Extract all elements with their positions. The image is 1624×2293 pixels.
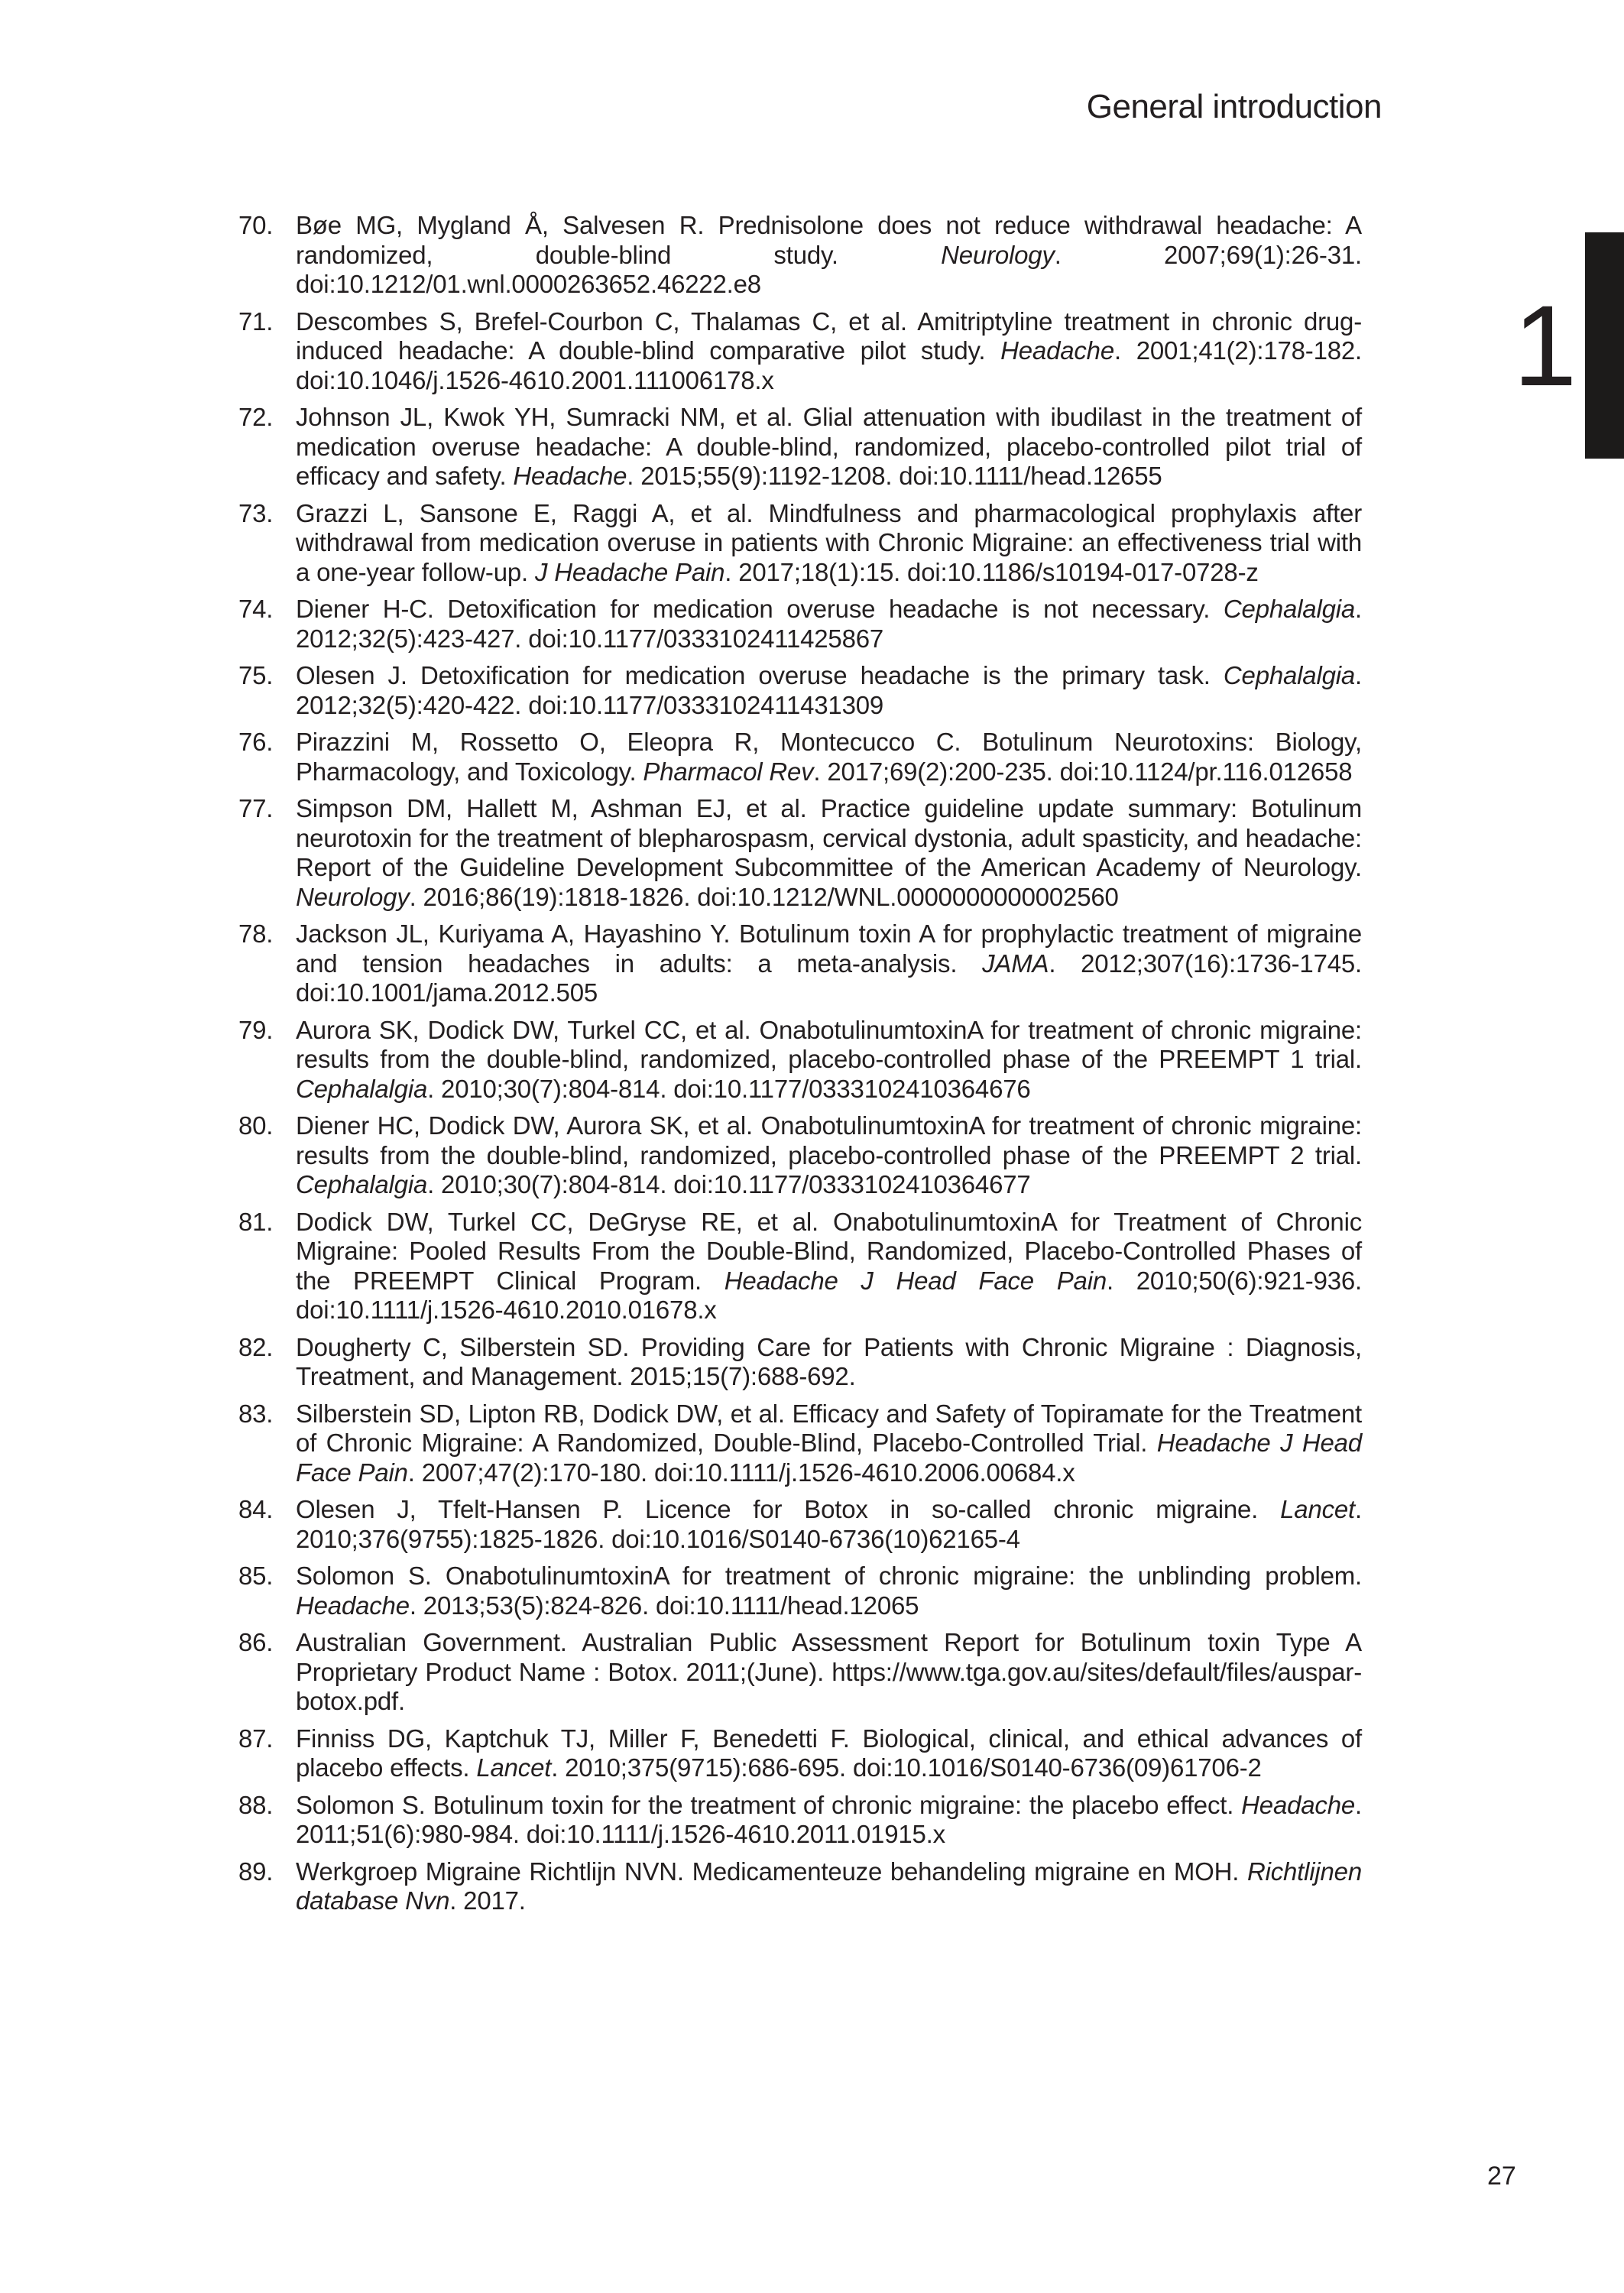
- reference-number: 87.: [238, 1724, 274, 1753]
- reference-number: 83.: [238, 1399, 274, 1428]
- reference-number: 78.: [238, 919, 274, 948]
- reference-number: 85.: [238, 1562, 274, 1590]
- reference-text: Diener H-C. Detoxification for medication overuse headache is not necessary. Cephalalgia. 2012;32(5):423-427. doi:10.1177/0333102411425867: [296, 595, 1362, 653]
- reference-item: [238, 1333, 1362, 1392]
- reference-number: 75.: [238, 661, 274, 689]
- reference-text: Werkgroep Migraine Richtlijn NVN. Medicamenteuze behandeling migraine en MOH. Richtlijnen database Nvn. 2017.: [296, 1857, 1362, 1915]
- reference-text: Australian Government. Australian Public Assessment Report for Botulinum toxin Type A Proprietary Product Name : Botox. 2011;(June). https://www.tga.gov.au/sites/default/files/auspar-botox.pdf.: [296, 1628, 1362, 1715]
- reference-item: [238, 499, 1362, 588]
- reference-text: Olesen J, Tfelt-Hansen P. Licence for Botox in so-called chronic migraine. Lancet. 2010;376(9755):1825-1826. doi:10.1016/S0140-6736(10)62165-4: [296, 1495, 1362, 1553]
- reference-item: [238, 595, 1362, 654]
- reference-item: [238, 1628, 1362, 1717]
- reference-text: Diener HC, Dodick DW, Aurora SK, et al. OnabotulinumtoxinA for treatment of chronic migraine: results from the double-blind, randomized, placebo-controlled phase of the PREEMPT 2 trial. Cephalalgia. 2010;30(7):804-814. doi:10.1177/0333102410364677: [296, 1111, 1362, 1198]
- reference-item: [238, 1495, 1362, 1554]
- reference-text: Silberstein SD, Lipton RB, Dodick DW, et al. Efficacy and Safety of Topiramate for the Treatment of Chronic Migraine: A Randomized, Double-Blind, Placebo-Controlled Trial. Headache J Head Face Pain. 2007;47(2):170-180. doi:10.1111/j.1526-4610.2006.00684.x: [296, 1399, 1362, 1487]
- chapter-number: 1: [1513, 281, 1575, 410]
- reference-item: [238, 794, 1362, 912]
- reference-item: [238, 1857, 1362, 1916]
- reference-text: Dodick DW, Turkel CC, DeGryse RE, et al. OnabotulinumtoxinA for Treatment of Chronic Migraine: Pooled Results From the Double-Blind, Randomized, Placebo-Controlled Phases of the PREEMPT Clinical Program. Headache J Head Face Pain. 2010;50(6):921-936. doi:10.1111/j.1526-4610.2010.01678.x: [296, 1207, 1362, 1324]
- reference-number: 70.: [238, 211, 274, 239]
- reference-number: 89.: [238, 1857, 274, 1886]
- reference-text: Solomon S. OnabotulinumtoxinA for treatment of chronic migraine: the unblinding problem. Headache. 2013;53(5):824-826. doi:10.1111/head.12065: [296, 1562, 1362, 1620]
- reference-item: [238, 211, 1362, 300]
- reference-number: 76.: [238, 728, 274, 756]
- reference-item: [238, 1791, 1362, 1850]
- reference-text: Solomon S. Botulinum toxin for the treatment of chronic migraine: the placebo effect. Headache. 2011;51(6):980-984. doi:10.1111/j.1526-4610.2011.01915.x: [296, 1790, 1362, 1848]
- reference-item: [238, 1016, 1362, 1104]
- reference-text: Johnson JL, Kwok YH, Sumracki NM, et al. Glial attenuation with ibudilast in the treatment of medication overuse headache: A double-blind, randomized, placebo-controlled pilot trial of efficacy and safety. Headache. 2015;55(9):1192-1208. doi:10.1111/head.12655: [296, 403, 1362, 490]
- reference-item: [238, 919, 1362, 1008]
- chapter-tab: [1585, 232, 1624, 459]
- reference-item: [238, 1111, 1362, 1200]
- reference-text: Descombes S, Brefel-Courbon C, Thalamas C, et al. Amitriptyline treatment in chronic drug-induced headache: A double-blind comparative pilot study. Headache. 2001;41(2):178-182. doi:10.1046/j.1526-4610.2001.111006178.x: [296, 306, 1363, 394]
- reference-number: 80.: [238, 1111, 274, 1140]
- reference-item: [238, 1724, 1362, 1783]
- reference-text: Grazzi L, Sansone E, Raggi A, et al. Mindfulness and pharmacological prophylaxis after withdrawal from medication overuse in patients with Chronic Migraine: an effectiveness trial with a one-year follow-up. J Headache Pain. 2017;18(1):15. doi:10.1186/s10194-017-0728-z: [296, 498, 1362, 586]
- reference-text: Finniss DG, Kaptchuk TJ, Miller F, Benedetti F. Biological, clinical, and ethical advances of placebo effects. Lancet. 2010;375(9715):686-695. doi:10.1016/S0140-6736(09)61706-2: [296, 1724, 1362, 1782]
- reference-item: [238, 728, 1362, 786]
- reference-text: Bøe MG, Mygland Å, Salvesen R. Prednisolone does not reduce withdrawal headache: A randomized, double-blind study. Neurology. 2007;69(1):26-31. doi:10.1212/01.wnl.0000263652.46222.e8: [296, 211, 1362, 298]
- reference-text: Aurora SK, Dodick DW, Turkel CC, et al. OnabotulinumtoxinA for treatment of chronic migraine: results from the double-blind, randomized, placebo-controlled phase of the PREEMPT 1 trial. Cephalalgia. 2010;30(7):804-814. doi:10.1177/0333102410364676: [296, 1015, 1362, 1103]
- page-header-title: General introduction: [1086, 88, 1382, 125]
- reference-text: Dougherty C, Silberstein SD. Providing Care for Patients with Chronic Migraine : Diagnosis, Treatment, and Management. 2015;15(7):688-692.: [296, 1332, 1362, 1390]
- reference-list: [238, 211, 1362, 1924]
- reference-item: [238, 307, 1362, 396]
- reference-text: Pirazzini M, Rossetto O, Eleopra R, Montecucco C. Botulinum Neurotoxins: Biology, Pharmacology, and Toxicology. Pharmacol Rev. 2017;69(2):200-235. doi:10.1124/pr.116.012658: [296, 728, 1362, 786]
- reference-number: 84.: [238, 1495, 274, 1523]
- reference-item: [238, 1208, 1362, 1325]
- reference-item: [238, 1399, 1362, 1488]
- reference-text: Simpson DM, Hallett M, Ashman EJ, et al. Practice guideline update summary: Botulinum neurotoxin for the treatment of blepharospasm, cervical dystonia, adult spasticity, and headache: Report of the Guideline Development Subcommittee of the American Academy of Neurology. Neurology. 2016;86(19):1818-1826. doi:10.1212/WNL.0000000000002560: [296, 794, 1362, 911]
- reference-text: Jackson JL, Kuriyama A, Hayashino Y. Botulinum toxin A for prophylactic treatment of migraine and tension headaches in adults: a meta-analysis. JAMA. 2012;307(16):1736-1745. doi:10.1001/jama.2012.505: [296, 919, 1362, 1007]
- reference-number: 74.: [238, 595, 274, 623]
- reference-number: 73.: [238, 498, 274, 527]
- reference-item: [238, 661, 1362, 720]
- reference-number: 79.: [238, 1015, 274, 1044]
- page-number: 27: [1487, 2162, 1516, 2191]
- reference-number: 77.: [238, 794, 274, 822]
- reference-number: 81.: [238, 1207, 274, 1236]
- reference-text: Olesen J. Detoxification for medication overuse headache is the primary task. Cephalalgia. 2012;32(5):420-422. doi:10.1177/0333102411431309: [296, 661, 1362, 719]
- reference-item: [238, 1562, 1362, 1620]
- reference-number: 72.: [238, 403, 274, 431]
- reference-item: [238, 403, 1362, 491]
- reference-number: 82.: [238, 1332, 274, 1361]
- reference-number: 86.: [238, 1628, 274, 1656]
- reference-number: 88.: [238, 1790, 274, 1819]
- reference-number: 71.: [238, 306, 274, 336]
